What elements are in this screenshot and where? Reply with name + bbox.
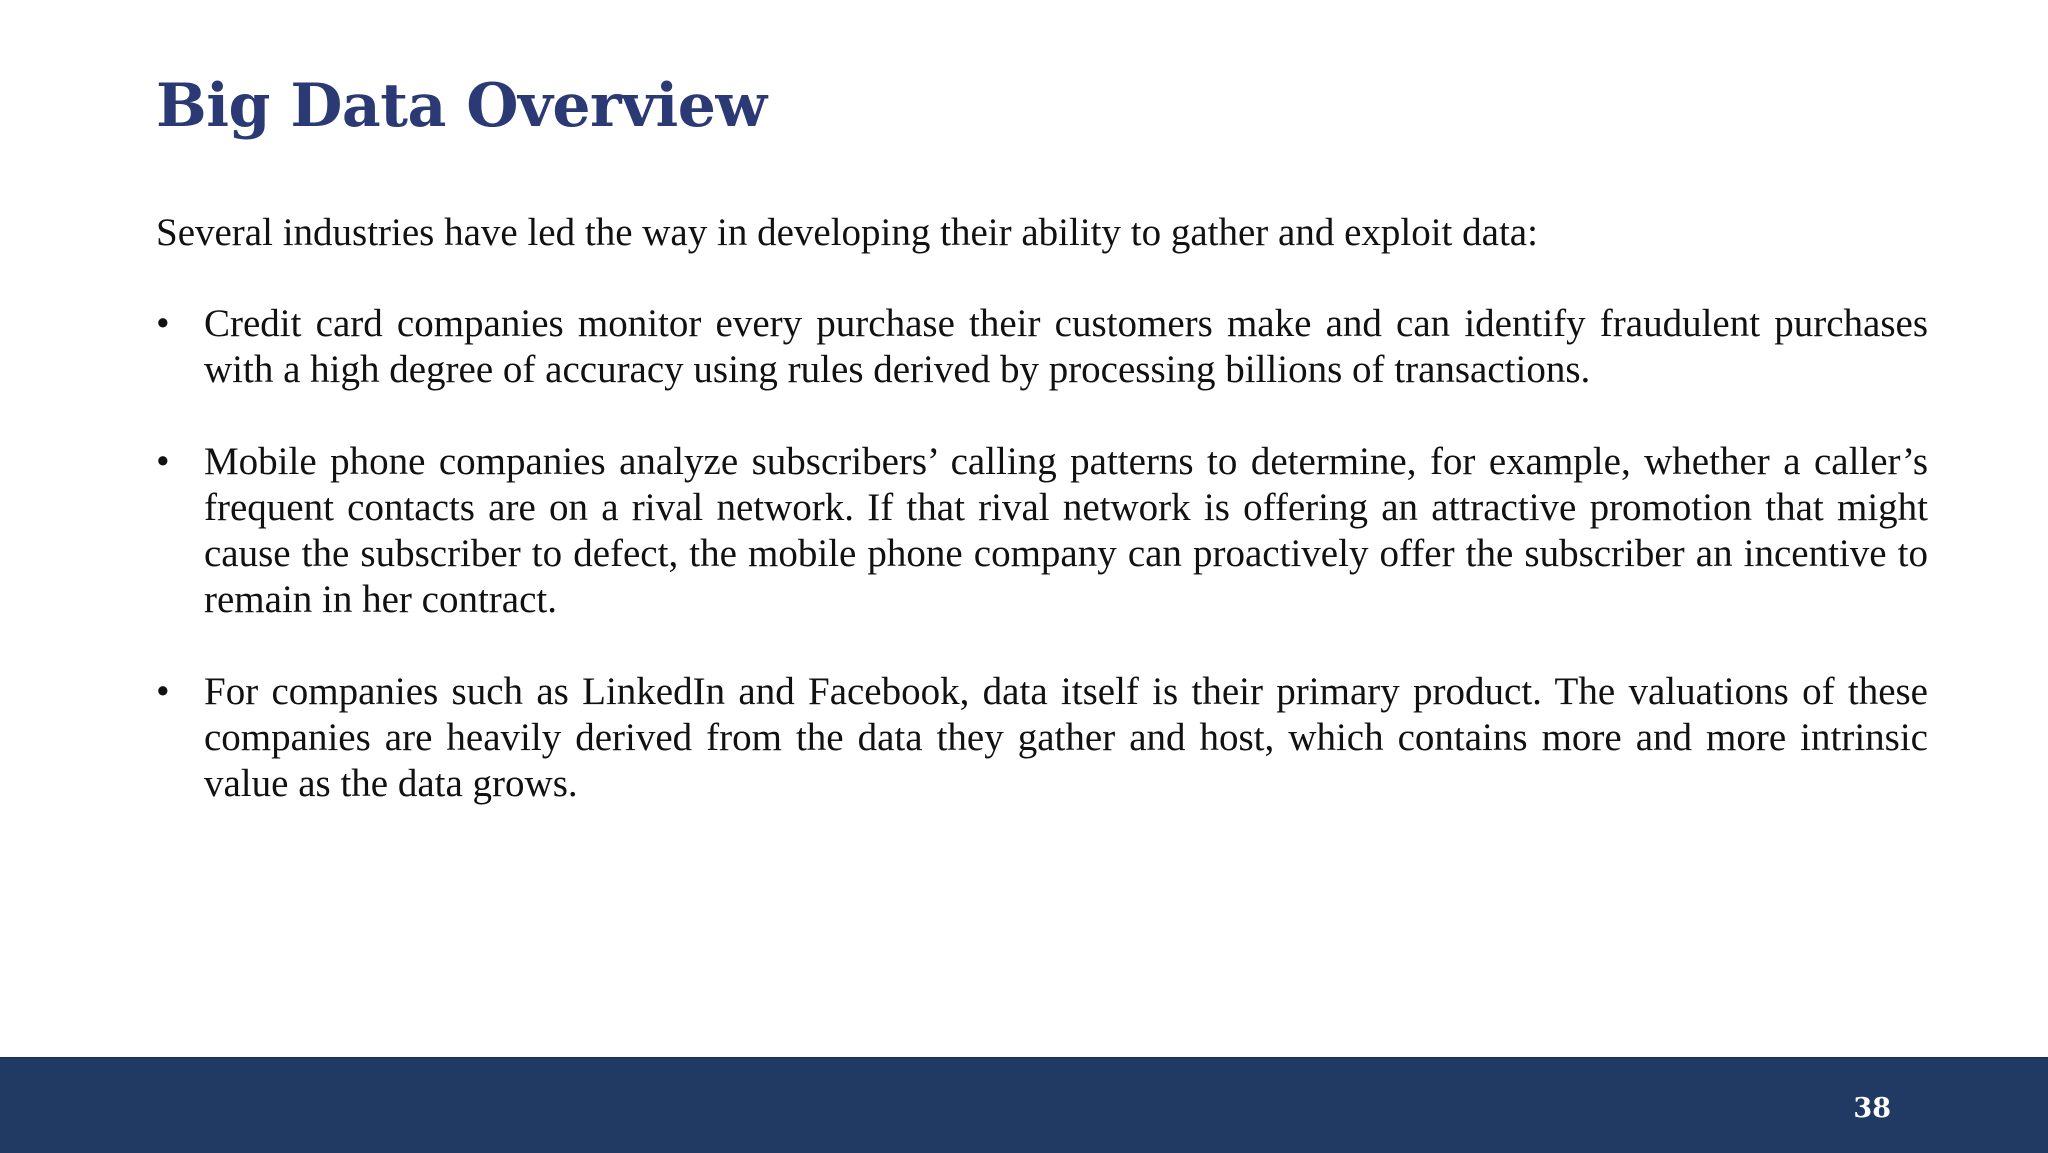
intro-text: Several industries have led the way in developing their ability to gather and exploit data: (156, 211, 1538, 254)
bullet-text: Mobile phone companies analyze subscribers’ calling patterns to determine, for example, whether a caller’s frequent contacts are on a rival network. If that rival network is offering an attractive promotion that might cause the subscriber to defect, the mobile phone company can proactively offer the subscriber an incentive to remain in her contract. (204, 440, 1928, 621)
slide-content (156, 210, 1928, 853)
bullet-dot: • (156, 440, 170, 483)
bullet-text: Credit card companies monitor every purchase their customers make and can identify fraudulent purchases with a high degree of accuracy using rules derived by processing billions of transactions. (204, 302, 1928, 391)
bullet-list (156, 301, 1928, 807)
bullet-text: For companies such as LinkedIn and Facebook, data itself is their primary product. The valuations of these companies are heavily derived from the data they gather and host, which contains more and more intrinsic value as the data grows. (204, 670, 1928, 805)
slide-title: Big Data Overview (156, 71, 767, 141)
page-number: 38 (1853, 1093, 1891, 1124)
bullet-dot: • (156, 670, 170, 713)
bullet-item-mobile-phones (156, 439, 1928, 623)
footer-bar (0, 1057, 2048, 1153)
bullet-item-data-products (156, 669, 1928, 807)
bullet-item-credit-cards (156, 301, 1928, 393)
bullet-dot: • (156, 302, 170, 345)
